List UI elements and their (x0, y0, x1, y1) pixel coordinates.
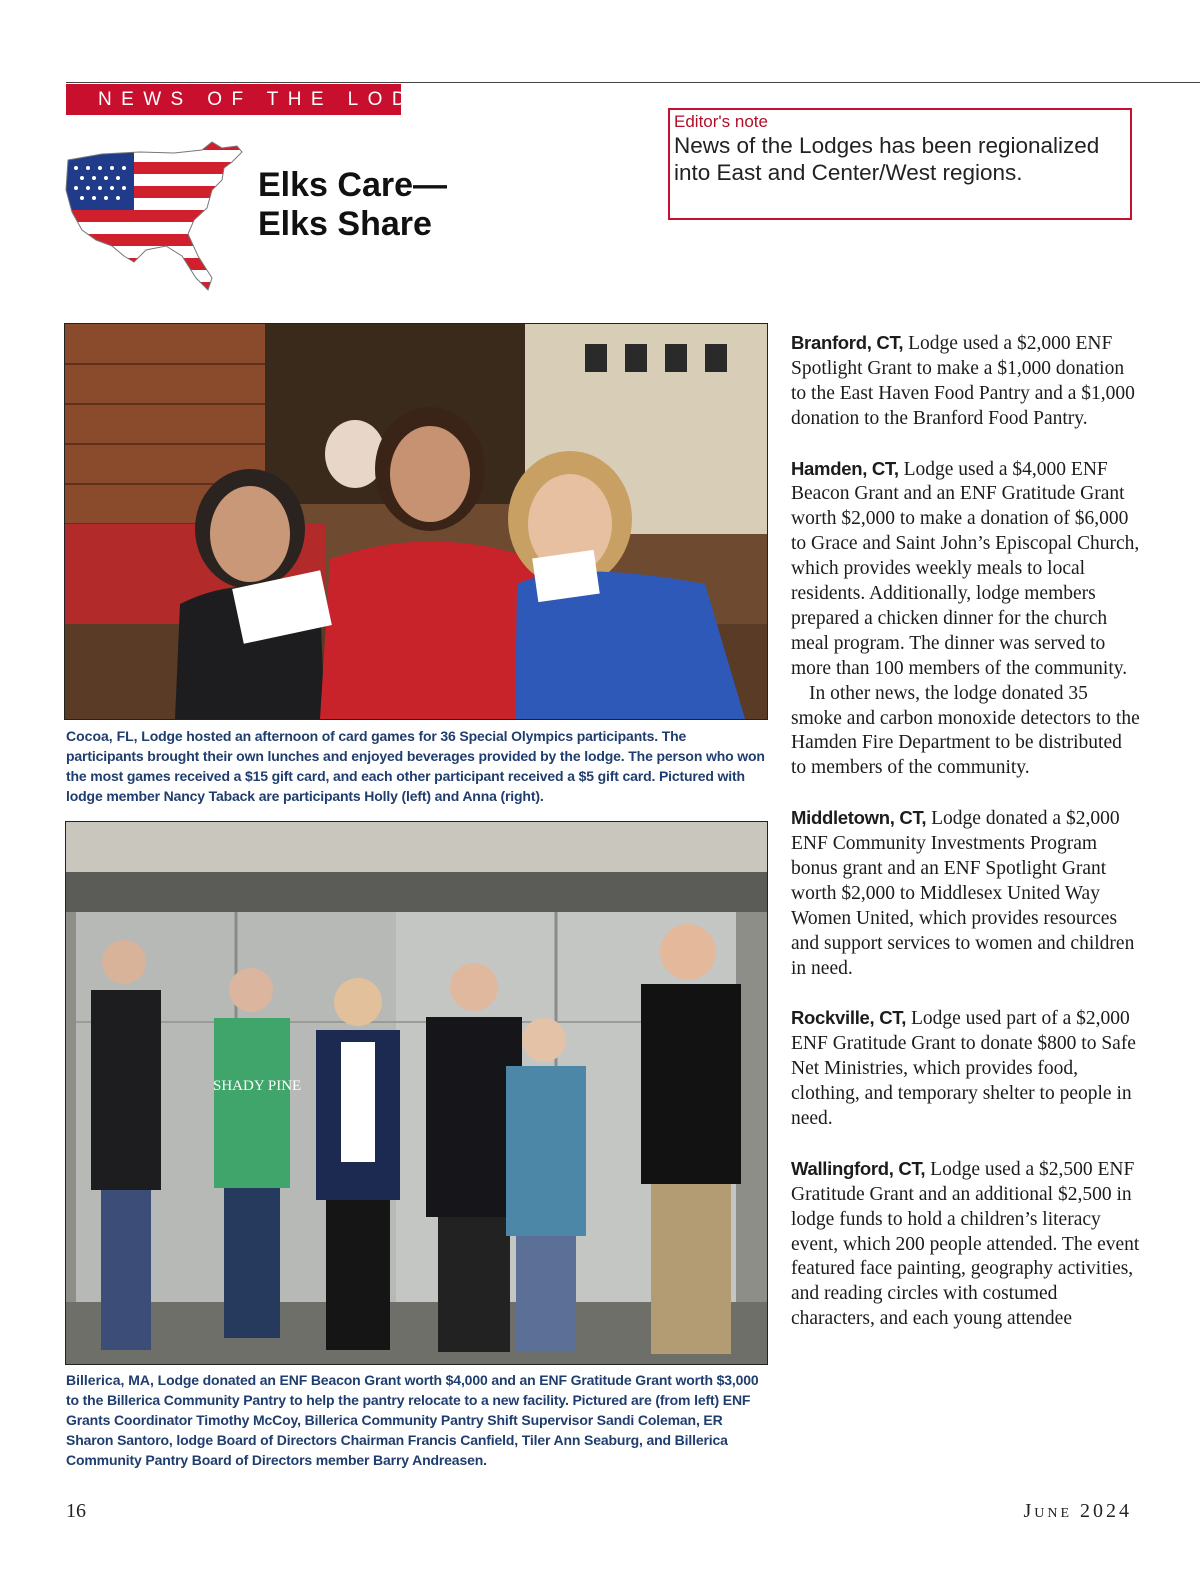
page-number: 16 (66, 1500, 86, 1522)
photo-billerica-pantry (65, 821, 768, 1365)
section-banner: NEWS OF THE LODGES (66, 84, 401, 115)
photo-shirt-logo-text: SHADY PINE (213, 1078, 302, 1094)
article-text: Lodge donated a $2,000 ENF Community Investments Program bonus grant and an ENF Spotlight Grant worth $2,000 to Middlesex United Way Women United, which provides resources and support services to women and children in need. (791, 808, 1135, 979)
article-middletown (791, 806, 1141, 981)
article-wallingford (791, 1157, 1141, 1332)
top-rule (66, 82, 1200, 83)
headline (258, 166, 447, 244)
caption-billerica (66, 1370, 766, 1470)
caption-billerica-place: Billerica, MA, (66, 1372, 154, 1388)
photo-cocoa-card-games (64, 323, 768, 720)
article-text: Lodge used a $2,500 ENF Gratitude Grant and an additional $2,500 in lodge funds to hold a children’s literacy event, which 200 people attended. The event featured face painting, geography activities, and reading circles with costumed characters, and each young attendee (791, 1158, 1140, 1330)
article-place: Middletown, CT, (791, 807, 927, 829)
caption-billerica-text: Lodge donated an ENF Beacon Grant worth $4,000 and an ENF Gratitude Grant worth $3,000 to the Billerica Community Pantry to help the pantry relocate to a new facility. Pictured are (from left) ENF Grants Coordinator Timothy McCoy, Billerica Community Pantry Shift Supervisor Sandi Coleman, ER Sharon Santoro, lodge Board of Directors Chairman Francis Canfield, Tiler Ann Seaburg, and Billerica Community Pantry Board of Directors member Barry Andreasen. (66, 1372, 759, 1468)
article-hamden (791, 457, 1141, 682)
editors-note-label: Editor's note (674, 112, 768, 131)
editors-note-text: News of the Lodges has been regionalized into East and Center/West regions. (674, 133, 1100, 185)
article-place: Wallingford, CT, (791, 1157, 926, 1179)
article-place: Rockville, CT, (791, 1007, 907, 1029)
article-text: Lodge used part of a $2,000 ENF Gratitude Grant to donate $800 to Safe Net Ministries, which provides food, clothing, and temporary shelter to people in need. (791, 1008, 1136, 1130)
article-text: Lodge used a $2,000 ENF Spotlight Grant to make a $1,000 donation to the East Haven Food Pantry and a $1,000 donation to the Branford Food Pantry. (791, 333, 1135, 429)
article-rockville (791, 1006, 1141, 1132)
article-column (791, 331, 1141, 1357)
headline-line-2: Elks Share (258, 205, 432, 243)
article-branford (791, 331, 1141, 432)
editors-note-box (668, 108, 1132, 220)
caption-cocoa (66, 726, 766, 806)
us-flag-map-icon (62, 138, 244, 294)
caption-cocoa-text: Lodge hosted an afternoon of card games for 36 Special Olympics participants. The participants brought their own lunches and enjoyed beverages provided by the lodge. The person who won the most games received a $15 gift card, and each other participant received a $5 gift card. Pictured with lodge member Nancy Taback are participants Holly (left) and Anna (right). (66, 728, 765, 804)
caption-cocoa-place: Cocoa, FL, (66, 728, 138, 744)
article-place: Branford, CT, (791, 332, 904, 353)
headline-line-1: Elks Care— (258, 166, 447, 204)
article-text: Lodge used a $4,000 ENF Beacon Grant and an ENF Gratitude Grant worth $2,000 to make a donation of $6,000 to Grace and Saint John’s Episcopal Church, which provides weekly meals to local residents. Additionally, lodge members prepared a chicken dinner for the church meal program. The dinner was served to more than 100 members of the community. (791, 458, 1140, 679)
article-place: Hamden, CT, (791, 457, 899, 479)
article-hamden-continued: In other news, the lodge donated 35 smoke and carbon monoxide detectors to the Hamden Fire Department to be distributed to members of the community. (791, 682, 1140, 779)
issue-date: June 2024 (1023, 1500, 1132, 1522)
